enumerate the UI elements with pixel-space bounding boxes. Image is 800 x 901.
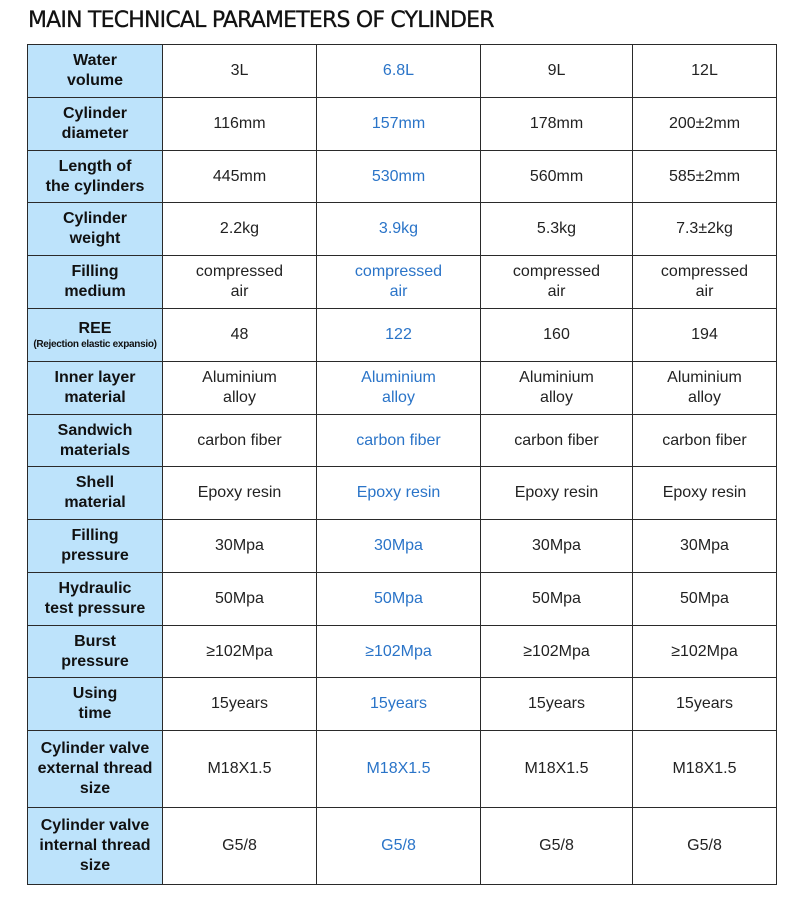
row-label: Inner layer material [28, 362, 163, 415]
table-cell: 6.8L [317, 45, 481, 98]
ree-sublabel: (Rejection elastic expansio) [33, 338, 157, 350]
table-cell: 50Mpa [481, 573, 633, 626]
table-cell: G5/8 [481, 808, 633, 885]
table-cell: G5/8 [317, 808, 481, 885]
table-cell: Aluminium alloy [317, 362, 481, 415]
table-cell: ≥102Mpa [633, 626, 777, 678]
table-cell: compressed air [633, 256, 777, 309]
table-cell: 50Mpa [633, 573, 777, 626]
table-cell: 3L [163, 45, 317, 98]
table-row [28, 678, 777, 731]
table-cell: 12L [633, 45, 777, 98]
table-row [28, 203, 777, 256]
table-cell: Aluminium alloy [163, 362, 317, 415]
table-cell: Epoxy resin [481, 467, 633, 520]
table-row [28, 98, 777, 151]
row-label: Cylinder weight [28, 203, 163, 256]
table-cell: compressed air [163, 256, 317, 309]
table-cell: 30Mpa [633, 520, 777, 573]
table-cell: 200±2mm [633, 98, 777, 151]
row-label: Cylinder valve internal thread size [28, 808, 163, 885]
table-cell: carbon fiber [317, 415, 481, 467]
table-cell: 48 [163, 309, 317, 362]
table-cell: 530mm [317, 151, 481, 203]
table-cell: 116mm [163, 98, 317, 151]
row-label: Shell material [28, 467, 163, 520]
table-cell: Aluminium alloy [481, 362, 633, 415]
table-cell: 160 [481, 309, 633, 362]
table-row [28, 731, 777, 808]
table-cell: M18X1.5 [163, 731, 317, 808]
table-cell: Aluminium alloy [633, 362, 777, 415]
table-row [28, 309, 777, 362]
table-cell: compressed air [317, 256, 481, 309]
table-cell: carbon fiber [163, 415, 317, 467]
table-cell: G5/8 [163, 808, 317, 885]
table-cell: 194 [633, 309, 777, 362]
table-cell: 9L [481, 45, 633, 98]
table-cell: 122 [317, 309, 481, 362]
table-cell: carbon fiber [633, 415, 777, 467]
parameters-table-body [28, 45, 777, 885]
table-row [28, 467, 777, 520]
table-cell: 2.2kg [163, 203, 317, 256]
table-cell: Epoxy resin [163, 467, 317, 520]
table-cell: ≥102Mpa [481, 626, 633, 678]
row-label: Filling medium [28, 256, 163, 309]
table-cell: 15years [633, 678, 777, 731]
row-label: Hydraulic test pressure [28, 573, 163, 626]
ree-label: REE [78, 319, 112, 337]
row-label: Sandwich materials [28, 415, 163, 467]
table-row [28, 151, 777, 203]
row-label: Using time [28, 678, 163, 731]
table-cell: compressed air [481, 256, 633, 309]
row-label: Cylinder diameter [28, 98, 163, 151]
row-label: Length of the cylinders [28, 151, 163, 203]
table-cell: Epoxy resin [633, 467, 777, 520]
parameters-table [27, 44, 777, 885]
table-row [28, 573, 777, 626]
table-row [28, 520, 777, 573]
table-cell: 50Mpa [317, 573, 481, 626]
table-cell: 30Mpa [481, 520, 633, 573]
table-cell: M18X1.5 [633, 731, 777, 808]
row-label: Water volume [28, 45, 163, 98]
table-cell: 445mm [163, 151, 317, 203]
table-cell: 30Mpa [163, 520, 317, 573]
row-label-ree [28, 309, 163, 362]
table-cell: 5.3kg [481, 203, 633, 256]
table-cell: Epoxy resin [317, 467, 481, 520]
table-cell: 560mm [481, 151, 633, 203]
row-label: Filling pressure [28, 520, 163, 573]
table-cell: 15years [481, 678, 633, 731]
row-label: Burst pressure [28, 626, 163, 678]
table-cell: ≥102Mpa [163, 626, 317, 678]
table-cell: ≥102Mpa [317, 626, 481, 678]
table-row [28, 415, 777, 467]
table-cell: G5/8 [633, 808, 777, 885]
table-cell: M18X1.5 [317, 731, 481, 808]
table-cell: 585±2mm [633, 151, 777, 203]
table-cell: 157mm [317, 98, 481, 151]
table-cell: 15years [163, 678, 317, 731]
table-cell: 3.9kg [317, 203, 481, 256]
page-title: MAIN TECHNICAL PARAMETERS OF CYLINDER [28, 8, 494, 33]
table-cell: 15years [317, 678, 481, 731]
table-cell: 50Mpa [163, 573, 317, 626]
table-cell: M18X1.5 [481, 731, 633, 808]
table-cell: 178mm [481, 98, 633, 151]
table-row [28, 626, 777, 678]
table-cell: 30Mpa [317, 520, 481, 573]
table-cell: carbon fiber [481, 415, 633, 467]
table-row [28, 45, 777, 98]
table-row [28, 362, 777, 415]
table-row [28, 256, 777, 309]
table-row [28, 808, 777, 885]
row-label: Cylinder valve external thread size [28, 731, 163, 808]
table-cell: 7.3±2kg [633, 203, 777, 256]
